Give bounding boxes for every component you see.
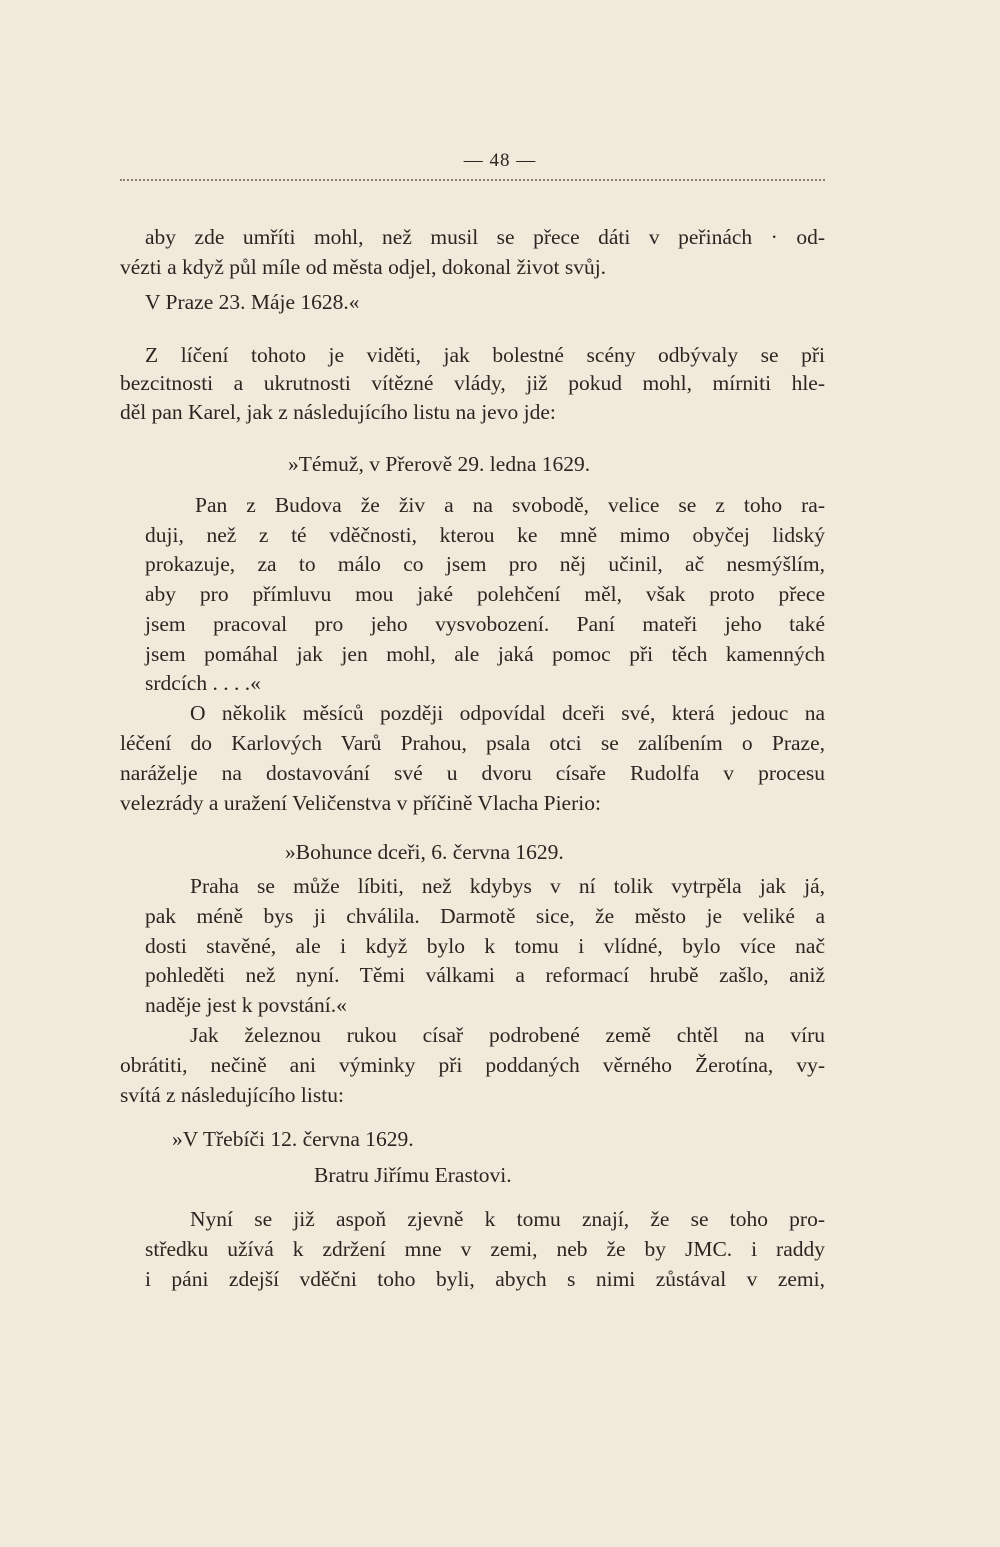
text-line: duji, než z té vděčnosti, kterou ke mně mimo obyčej lidský — [145, 523, 825, 547]
text-line: děl pan Karel, jak z následujícího listu na jevo jde: — [120, 400, 556, 424]
text-line: aby pro přímluvu mou jaké polehčení měl, však proto přece — [145, 582, 825, 606]
letter-heading: »Témuž, v Přerově 29. ledna 1629. — [288, 452, 591, 476]
header-rule — [120, 179, 825, 181]
letter-heading: »V Třebíči 12. června 1629. — [172, 1127, 414, 1151]
text-line: i páni zdejší vděčni toho byli, abych s nimi zůstával v zemi, — [145, 1267, 825, 1291]
text-line: jsem pracoval pro jeho vysvobození. Paní mateři jeho také — [145, 612, 825, 636]
text-line: V Praze 23. Máje 1628.« — [145, 290, 360, 314]
text-line: bezcitnosti a ukrutnosti vítězné vlády, již pokud mohl, mírniti hle- — [120, 371, 825, 395]
text-line: Praha se může líbiti, než kdybys v ní tolik vytrpěla jak já, — [190, 874, 825, 898]
text-line: jsem pomáhal jak jen mohl, ale jaká pomoc při těch kamenných — [145, 642, 825, 666]
page-number: — 48 — — [463, 150, 537, 171]
text-line: vézti a když půl míle od města odjel, dokonal život svůj. — [120, 255, 607, 279]
text-line: aby zde umříti mohl, než musil se přece dáti v peřinách · od- — [145, 225, 825, 249]
text-line: svítá z následujícího listu: — [120, 1083, 344, 1107]
text-line: naděje jest k povstání.« — [145, 993, 347, 1017]
letter-heading: »Bohunce dceři, 6. června 1629. — [285, 840, 564, 864]
text-line: velezrády a uražení Veličenstva v příčině Vlacha Pierio: — [120, 791, 601, 815]
text-line: Jak železnou rukou císař podrobené země chtěl na víru — [190, 1023, 825, 1047]
text-line: prokazuje, za to málo co jsem pro něj učinil, ač nesmýšlím, — [145, 552, 825, 576]
text-line: pohleděti než nyní. Těmi válkami a reformací hrubě zašlo, aniž — [145, 963, 825, 987]
text-line: obrátiti, nečině ani výminky při poddaných věrného Žerotína, vy- — [120, 1053, 825, 1077]
text-line: Nyní se již aspoň zjevně k tomu znají, že se toho pro- — [190, 1207, 825, 1231]
text-line: Pan z Budova že živ a na svobodě, velice se z toho ra- — [195, 493, 825, 517]
text-line: srdcích . . . .« — [145, 671, 261, 695]
text-line: dosti stavěné, ale i když bylo k tomu i vlídné, bylo více nač — [145, 934, 825, 958]
text-line: Z líčení tohoto je viděti, jak bolestné scény odbývaly se při — [145, 343, 825, 367]
text-line: středku užívá k zdržení mne v zemi, neb že by JMC. i raddy — [145, 1237, 825, 1261]
text-line: O několik měsíců později odpovídal dceři své, která jedouc na — [190, 701, 825, 725]
text-line: naráželje na dostavování své u dvoru císaře Rudolfa v procesu — [120, 761, 825, 785]
letter-addressee: Bratru Jiřímu Erastovi. — [314, 1163, 512, 1187]
text-line: léčení do Karlových Varů Prahou, psala otci se zalíbením o Praze, — [120, 731, 825, 755]
text-line: pak méně bys ji chválila. Darmotě sice, že město je veliké a — [145, 904, 825, 928]
